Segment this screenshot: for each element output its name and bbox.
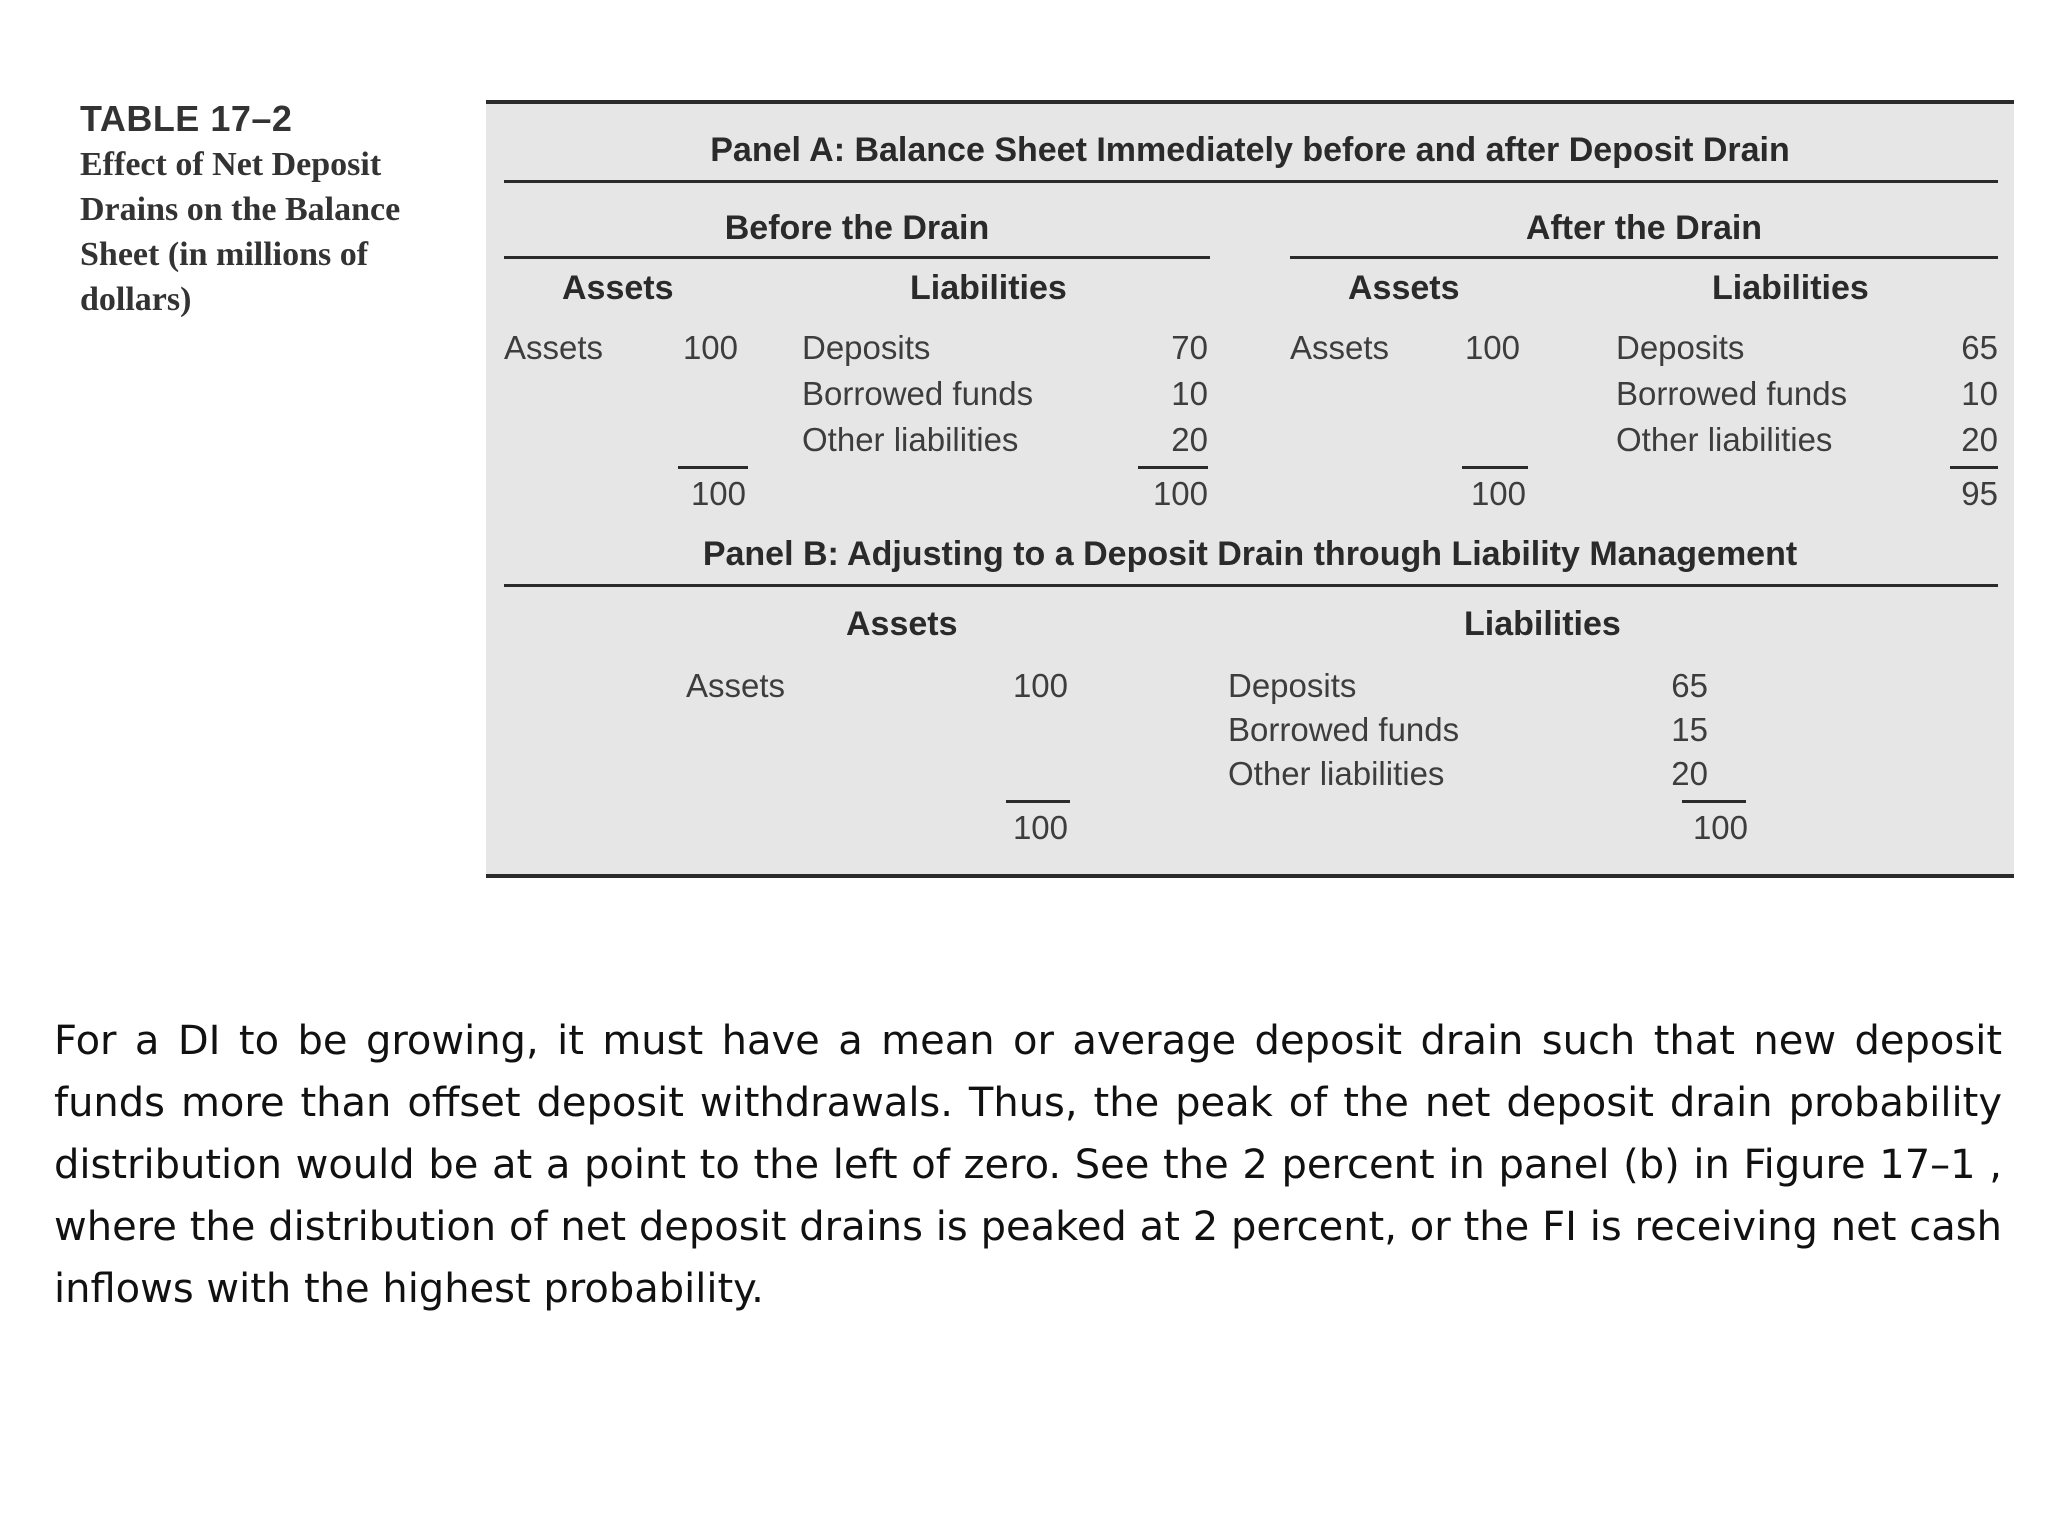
panel-b-title-rule	[504, 584, 1998, 587]
before-deposits-value: 70	[1171, 329, 1208, 366]
balance-sheet-table	[486, 100, 2014, 878]
panel-b-other-value: 20	[1671, 755, 1708, 792]
after-drain-rule	[1290, 256, 1998, 259]
before-assets-sum-rule	[678, 466, 748, 469]
before-other-value: 20	[1171, 421, 1208, 458]
after-liabilities-total: 95	[1961, 475, 1998, 512]
panel-a-title: Panel A: Balance Sheet Immediately before and after Deposit Drain	[710, 131, 1790, 169]
panel-b-assets-heading: Assets	[846, 605, 958, 643]
panel-a-title-rule	[504, 180, 1998, 183]
before-borrowed-value: 10	[1171, 375, 1208, 412]
after-assets-total: 100	[1470, 475, 1526, 512]
before-drain-heading: Before the Drain	[724, 209, 990, 247]
before-liabilities-total: 100	[1152, 475, 1208, 512]
after-borrowed-label: Borrowed funds	[1616, 375, 1848, 412]
panel-b-other-label: Other liabilities	[1228, 755, 1445, 792]
panel-b-assets-sum-rule	[1006, 800, 1070, 803]
body-paragraph: For a DI to be growing, it must have a mean or average deposit drain such that new deposit funds more than offset deposit withdrawals. Thus, the peak of the net deposit drain probability distribution would be at a point to the left of zero. See the 2 percent in panel (b) in Figure 17–1 , where the distribution of net deposit drains is peaked at 2 percent, or the FI is receiving net cash inflows with the highest probability.	[54, 1018, 2002, 1312]
before-asset-label: Assets	[504, 329, 604, 366]
after-deposits-label: Deposits	[1616, 329, 1745, 366]
panel-b-borrowed-label: Borrowed funds	[1228, 711, 1460, 748]
after-drain-heading: After the Drain	[1525, 209, 1763, 247]
after-deposits-value: 65	[1961, 329, 1998, 366]
table-description: Effect of Net Deposit Drains on the Balance Sheet (in millions of dollars)	[80, 146, 401, 318]
before-assets-heading: Assets	[562, 269, 674, 307]
panel-b-asset-value: 100	[1012, 667, 1068, 704]
table-caption	[80, 98, 440, 322]
table-number: TABLE 17–2	[80, 98, 293, 139]
after-liabilities-sum-rule	[1950, 466, 1998, 469]
after-other-label: Other liabilities	[1616, 421, 1833, 458]
panel-b-liabilities-heading: Liabilities	[1464, 605, 1621, 643]
before-other-label: Other liabilities	[802, 421, 1019, 458]
panel-b-liabilities-total: 100	[1692, 809, 1748, 846]
panel-b-title: Panel B: Adjusting to a Deposit Drain through Liability Management	[702, 535, 1798, 573]
before-liabilities-heading: Liabilities	[910, 269, 1067, 307]
before-liabilities-sum-rule	[1138, 466, 1208, 469]
after-borrowed-value: 10	[1961, 375, 1998, 412]
after-asset-label: Assets	[1290, 329, 1390, 366]
before-drain-rule	[504, 256, 1210, 259]
after-liabilities-heading: Liabilities	[1712, 269, 1869, 307]
after-assets-sum-rule	[1462, 466, 1528, 469]
panel-b-deposits-label: Deposits	[1228, 667, 1357, 704]
panel-b-liabilities-sum-rule	[1682, 800, 1746, 803]
panel-b-borrowed-value: 15	[1671, 711, 1708, 748]
after-assets-heading: Assets	[1348, 269, 1460, 307]
after-asset-value: 100	[1464, 329, 1520, 366]
after-other-value: 20	[1961, 421, 1998, 458]
panel-b-asset-label: Assets	[686, 667, 786, 704]
before-asset-value: 100	[682, 329, 738, 366]
before-deposits-label: Deposits	[802, 329, 931, 366]
before-borrowed-label: Borrowed funds	[802, 375, 1034, 412]
panel-b-assets-total: 100	[1012, 809, 1068, 846]
panel-b-deposits-value: 65	[1671, 667, 1708, 704]
before-assets-total: 100	[690, 475, 746, 512]
